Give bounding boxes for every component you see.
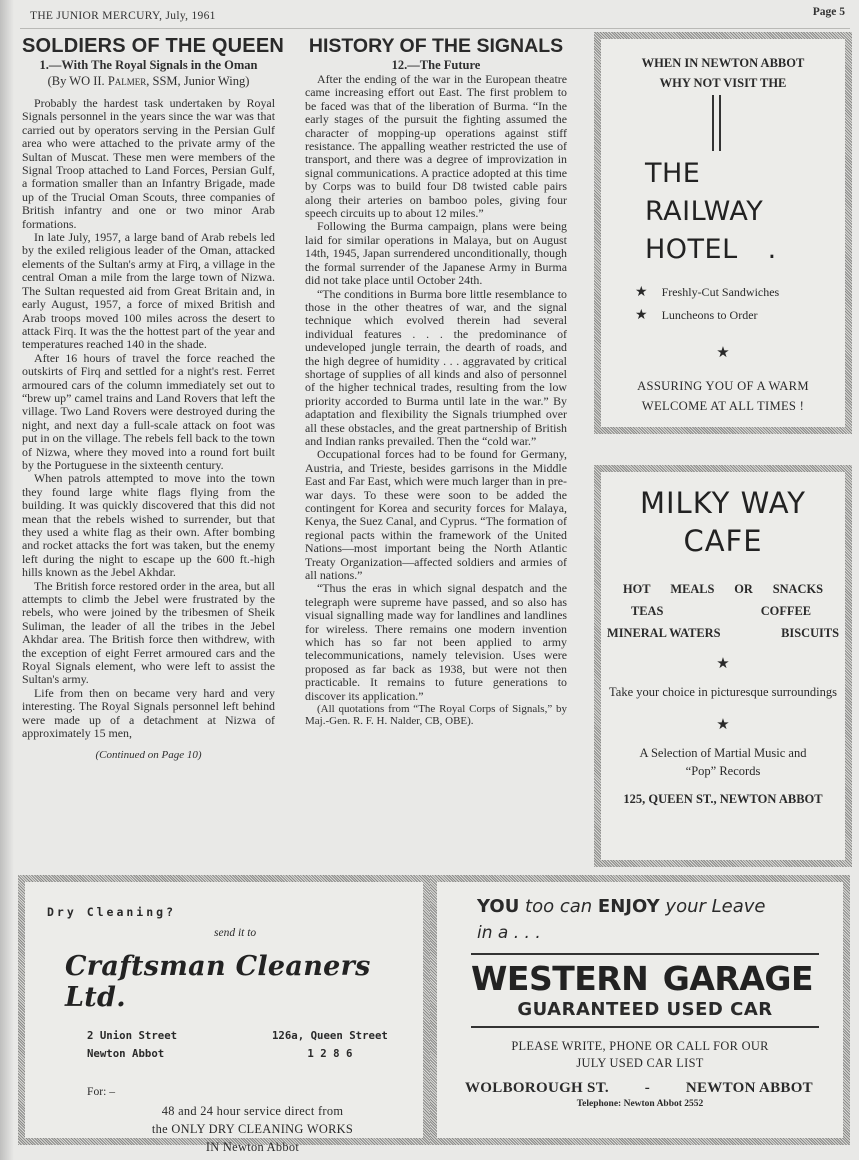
advert-western-garage (430, 875, 850, 1145)
list-item (635, 304, 845, 327)
ad-for-label: For: – (87, 1085, 116, 1098)
cafe-name-line: CAFE (683, 524, 763, 558)
ad-menu (601, 578, 845, 644)
feature-text: Freshly-Cut Sandwiches (661, 285, 780, 299)
byline-author: Palmer (107, 74, 147, 88)
ad-address: 125, QUEEN ST., NEWTON ABBOT (623, 792, 823, 806)
article-paragraph: Life from then on became very hard and very interesting. The Royal Signals personnel left behind were made up of a detachment at Nizwa of approximately 15 men, (22, 685, 275, 741)
address-town: NEWTON ABBOT (685, 1080, 813, 1096)
ad-text-line: A Selection of Martial Music and (639, 746, 807, 760)
hotel-name-dot: . (767, 234, 777, 265)
ad-text: Take your choice in picturesque surroundings (609, 685, 837, 699)
article-paragraph: “The conditions in Burma bore little resemblance to those in the other theatres of war, and the signal technique which evolved therein had several individual features . . . the predominance of undeveloped jungle terrain, the dearth of roads, and the high degree of humidity . . . aggravated by critical shortage of supplies of all kinds and also of personnel of the higher technical trades, resulting from the low priority accorded to Burma until late in the war.” By adaptation and flexibility the Signals triumphed over all these obstacles, and the great partnership of British and Indian ranks prevailed. Then the “cold war.” (305, 286, 567, 448)
garage-name-word: GARAGE (662, 959, 813, 998)
advert-railway-hotel (594, 32, 852, 434)
article-paragraph: Following the Burma campaign, plans were being laid for similar operations in Malaya, but on August 14th, 1945, Japan surrendered unconditionally, though the formal surrender of the Japanese Army in Burma did not take place until October 24th. (305, 219, 567, 288)
ad-telephone: Telephone: Newton Abbot 2552 (576, 1099, 704, 1109)
ad-addresses (87, 1027, 423, 1063)
railway-lines-icon (601, 95, 845, 155)
star-icon: ★ (716, 717, 730, 733)
byline-suffix: , SSM, Junior Wing) (146, 74, 250, 88)
ad-text-line: “Pop” Records (685, 764, 761, 778)
hotel-name-line: THE (645, 158, 701, 189)
article-paragraph: After the ending of the war in the European theatre came increasing effort out East. The first problem to be faced was that of the liberation of Burma. “In the early stages of the pursuit the fighting assumed the character of mopping-up operations against stiff resistance. The appalling weather restricted the use of transport, and there was a degree of improvization in signal communications. A practice adopted at this time by Corps was to build four D8 twisted cable pairs along their arteries on bamboo poles, giving four speech circuits up to about 12 miles.” (305, 72, 567, 221)
article-title: SOLDIERS OF THE QUEEN (22, 35, 285, 57)
article-paragraph: Occupational forces had to be found for Germany, Austria, and Trieste, besides garrisons in the Middle East and Far East, which were much larger than in pre-war days. To these were soon to be added the contingent for Korea and security forces for Malaya, Kenya, the Suez Canal, and Cyprus. “The formation of regional pacts within the framework of the United Nations—most important being the North Atlantic Treaty Organization—affected soldiers and armies of all nations.” (305, 447, 567, 583)
article-paragraph: “Thus the eras in which signal despatch and the telegraph were supreme have passed, and so also has visual signalling made way for landlines and landlines for wireless. There remains one modern invention which has so far not been applied to army telecommunications, namely television. Uses were proposed as far back as 1938, but were not then practicable. It remains to future generations to discover its application.” (305, 581, 567, 703)
menu-item: BISCUITS (781, 626, 839, 640)
ad-cafe-name (601, 484, 845, 560)
article-paragraph: Probably the hardest task undertaken by Royal Signals personnel in the years since the war was that carried out by operators serving in the Persian Gulf area who were attached to the private army of the Sultan of Muscat. These men were members of the Signal Troop attached to Land Forces, Persian Gulf, a formation smaller than an Infantry Brigade, made up of the Trucial Oman Scouts, three companies of British infantry and one or two minor Arab formations. (22, 96, 275, 231)
star-icon: ★ (635, 308, 648, 323)
menu-item: SNACKS (772, 582, 823, 596)
ad-text (601, 744, 845, 780)
star-icon: ★ (635, 285, 648, 300)
ad-intro-line: WHY NOT VISIT THE (659, 76, 787, 90)
headline-word: ENJOY (597, 896, 660, 917)
headline-word: too can (525, 896, 593, 917)
address-dash: - (644, 1080, 651, 1096)
ad-hotel-name (645, 155, 845, 269)
garage-name-word: WESTERN (471, 959, 649, 998)
ad-address (465, 1080, 813, 1097)
cta-line: PLEASE WRITE, PHONE OR CALL FOR OUR (511, 1039, 769, 1053)
article-paragraph: In late July, 1957, a large band of Arab rebels led by the exiled religious leader of the Oman, attacked elements of the Sultan's army at Firq, a village in the central Oman a mile from the large town of Nizwa. The Sultan requested aid from Great Britain and, in early August, 1957, a force of mixed British and Arab troops moved 100 miles across the desert to attack Firq. It was the the hottest part of the year and temperatures reached 140 in the shade. (22, 230, 275, 352)
address-block (87, 1027, 272, 1063)
menu-item: MINERAL WATERS (607, 626, 721, 640)
article-soldiers-of-the-queen (22, 34, 285, 762)
address-line: 126a, Queen Street (272, 1029, 388, 1042)
article-title: HISTORY OF THE SIGNALS (308, 35, 564, 57)
star-icon: ★ (716, 656, 730, 672)
ad-headline-continued: in a . . . (477, 923, 541, 943)
header-rule (20, 28, 850, 29)
article-paragraph: The British force restored order in the area, but all attempts to climb the Jebel were frustrated by the rebels, who were joined by the tribesmen of Sheik Suliman, the leader of all the tribes in the Jebel Akhdar area. The British force then withdrew, with the exception of eight Ferret armoured cars and the Royal Signals element, who were left to assist the Sultan's army. (22, 578, 275, 687)
article-paragraph: When patrols attempted to move into the town they found large white flags flying from the building. It was quickly discovered that this did not mean that the rebels wished to surrender, but that they used a white flag as their own. After bombing and rocket attacks the fort was taken, but the enemy left during the night to escape up the 600 ft.-high hills known as the Jebel Akhdar. (22, 471, 275, 580)
hotel-name-line: RAILWAY (645, 196, 764, 227)
ad-company-name: Craftsman Cleaners Ltd. (65, 951, 371, 1013)
feature-text: Luncheons to Order (661, 308, 758, 322)
cafe-name-line: MILKY WAY (639, 486, 807, 520)
ad-service (85, 1102, 420, 1156)
ad-feature-list (635, 281, 845, 327)
ad-call-to-action (437, 1038, 843, 1072)
divider (471, 953, 819, 955)
menu-row (601, 622, 845, 644)
menu-row (601, 578, 845, 600)
menu-item: MEALS (670, 582, 715, 596)
article-history-of-the-signals (305, 34, 567, 727)
running-head: THE JUNIOR MERCURY, July, 1961 (30, 10, 216, 22)
article-footnote: (All quotations from “The Royal Corps of Signals,” by Maj.-Gen. R. F. H. Nalder, CB, OBE). (305, 703, 567, 728)
star-icon: ★ (716, 345, 730, 361)
ad-footer-line: ASSURING YOU OF A WARM (637, 379, 809, 393)
cta-line: JULY USED CAR LIST (576, 1056, 704, 1070)
headline-word: YOU (477, 896, 520, 917)
menu-item: HOT (623, 582, 651, 596)
ad-question: Dry Cleaning? (47, 905, 177, 919)
hotel-name-line: HOTEL (645, 234, 738, 265)
ad-headline (477, 896, 843, 917)
service-line: the ONLY DRY CLEANING WORKS (151, 1122, 354, 1136)
advert-milky-way-cafe (594, 465, 852, 867)
address-block (272, 1027, 388, 1063)
ad-intro (601, 53, 845, 93)
menu-item: COFFEE (760, 604, 811, 618)
ad-send: send it to (214, 927, 257, 939)
continued-note: (Continued on Page 10) (95, 748, 202, 761)
article-byline (22, 73, 275, 89)
advert-craftsman-cleaners (18, 875, 430, 1154)
list-item (635, 281, 845, 304)
menu-row (601, 600, 845, 622)
address-line: Newton Abbot (87, 1047, 165, 1060)
ad-tagline: GUARANTEED USED CAR (517, 999, 773, 1020)
service-line: IN Newton Abbot (205, 1140, 300, 1154)
address-street: WOLBOROUGH ST. (465, 1080, 609, 1096)
byline-prefix: (By WO II. (47, 74, 105, 88)
headline-word: your Leave (665, 896, 766, 917)
ad-garage-name (471, 959, 813, 999)
ad-footer (601, 376, 845, 416)
page-number: Page 5 (812, 6, 845, 18)
ad-intro-line: WHEN IN NEWTON ABBOT (641, 56, 805, 70)
address-line: 2 Union Street (87, 1029, 178, 1042)
menu-item: OR (734, 582, 753, 596)
ad-footer-line: WELCOME AT ALL TIMES ! (641, 399, 805, 413)
article-subtitle: 1.—With The Royal Signals in the Oman (39, 58, 258, 72)
menu-item: TEAS (631, 604, 664, 618)
page-binding-shadow (0, 0, 14, 1160)
divider (471, 1026, 819, 1028)
phone-number: 1 2 8 6 (307, 1047, 353, 1060)
service-line: 48 and 24 hour service direct from (161, 1104, 344, 1118)
article-subtitle: 12.—The Future (391, 58, 481, 72)
article-paragraph: After 16 hours of travel the force reached the outskirts of Firq and settled for a night's rest. Ferret armoured cars of the column immediately set out to “brew up” camel trains and Land Rovers that left the village. Two Land Rovers were destroyed during the night, and next day a full-scale attack on foot was put in on the village. The rebels fell back to the town of Nizwa, where they moved into a round fort built by the Portuguese in the sixteenth century. (22, 350, 275, 472)
